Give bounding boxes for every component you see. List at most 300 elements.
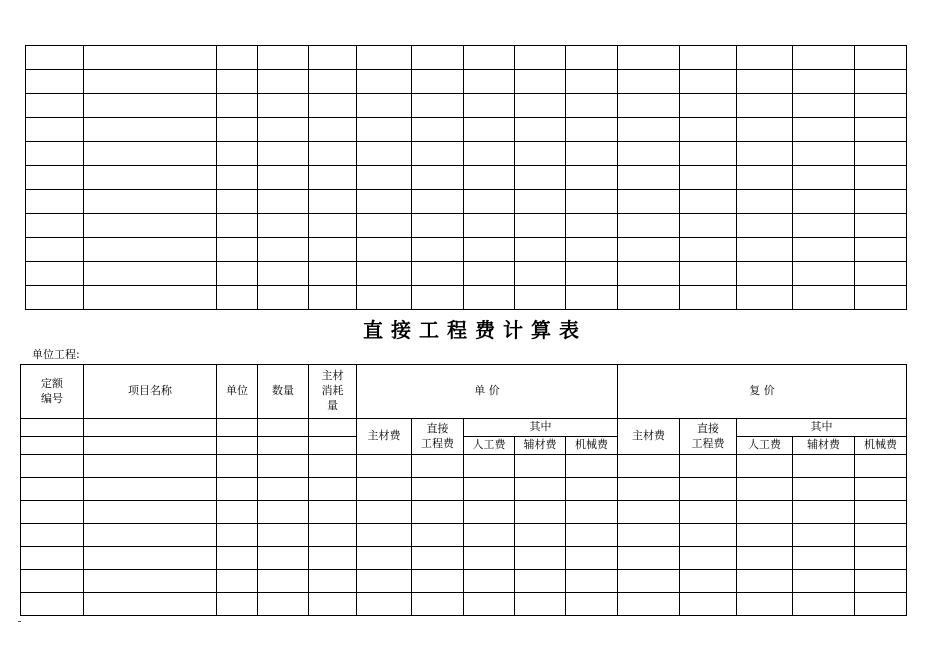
blank-cell xyxy=(515,593,566,616)
blank-cell xyxy=(26,118,84,142)
blank-cell xyxy=(618,166,680,190)
blank-cell xyxy=(515,46,566,70)
blank-cell xyxy=(26,286,84,310)
direct-cost-table xyxy=(20,364,907,616)
blank-cell xyxy=(618,142,680,166)
total-auxiliary-material-fee: 辅材费 xyxy=(793,437,855,455)
table-row xyxy=(26,118,907,142)
blank-cell xyxy=(84,238,217,262)
total-main-material-fee: 主材费 xyxy=(618,419,680,455)
table-row xyxy=(26,190,907,214)
blank-cell xyxy=(412,46,464,70)
blank-cell xyxy=(258,94,309,118)
blank-cell xyxy=(309,286,357,310)
blank-cell xyxy=(412,70,464,94)
blank-cell xyxy=(412,214,464,238)
unit-main-material-fee: 主材费 xyxy=(357,419,412,455)
blank-cell xyxy=(258,166,309,190)
blank-cell xyxy=(309,238,357,262)
blank-cell xyxy=(618,478,680,501)
blank-cell xyxy=(84,478,217,501)
blank-cell xyxy=(680,478,737,501)
blank-cell xyxy=(464,214,515,238)
blank-cell xyxy=(258,593,309,616)
blank-cell xyxy=(21,570,84,593)
blank-cell xyxy=(680,166,737,190)
blank-cell xyxy=(464,94,515,118)
blank-cell xyxy=(26,238,84,262)
blank-cell xyxy=(737,286,793,310)
blank-cell xyxy=(618,262,680,286)
header-unit-price: 单 价 xyxy=(357,365,618,419)
blank-cell xyxy=(258,262,309,286)
blank-cell xyxy=(566,46,618,70)
blank-cell xyxy=(793,262,855,286)
blank-cell xyxy=(84,262,217,286)
blank-cell xyxy=(309,214,357,238)
page-edge-mark xyxy=(18,621,21,622)
blank-cell xyxy=(515,547,566,570)
blank-cell xyxy=(855,190,907,214)
blank-cell xyxy=(217,455,258,478)
blank-cell xyxy=(26,262,84,286)
blank-cell xyxy=(793,455,855,478)
blank-cell xyxy=(464,547,515,570)
blank-cell xyxy=(566,501,618,524)
table-row xyxy=(26,46,907,70)
blank-cell xyxy=(566,70,618,94)
blank-cell xyxy=(793,46,855,70)
blank-cell xyxy=(855,166,907,190)
blank-cell xyxy=(464,190,515,214)
blank-cell xyxy=(309,547,357,570)
blank-cell xyxy=(21,593,84,616)
blank-cell xyxy=(84,593,217,616)
table-row xyxy=(26,238,907,262)
blank-cell xyxy=(793,190,855,214)
blank-cell xyxy=(217,593,258,616)
blank-cell xyxy=(566,524,618,547)
blank-cell xyxy=(793,94,855,118)
blank-cell xyxy=(680,238,737,262)
blank-cell xyxy=(566,214,618,238)
blank-cell xyxy=(84,94,217,118)
blank-cell xyxy=(217,142,258,166)
blank-cell xyxy=(217,262,258,286)
blank-cell xyxy=(855,94,907,118)
blank-cell xyxy=(84,166,217,190)
blank-cell xyxy=(464,478,515,501)
blank-cell xyxy=(618,455,680,478)
blank-cell xyxy=(618,118,680,142)
blank-cell xyxy=(855,214,907,238)
blank-cell xyxy=(84,437,217,455)
blank-cell xyxy=(84,142,217,166)
blank-cell xyxy=(21,501,84,524)
blank-cell xyxy=(412,478,464,501)
blank-cell xyxy=(258,478,309,501)
blank-cell xyxy=(217,118,258,142)
page-title: 直接工程费计算表 xyxy=(363,318,587,342)
blank-cell xyxy=(737,118,793,142)
blank-cell xyxy=(793,570,855,593)
blank-cell xyxy=(855,547,907,570)
blank-cell xyxy=(357,524,412,547)
blank-cell xyxy=(357,166,412,190)
blank-cell xyxy=(618,214,680,238)
blank-cell xyxy=(309,570,357,593)
blank-cell xyxy=(258,524,309,547)
blank-cell xyxy=(258,214,309,238)
blank-cell xyxy=(217,437,258,455)
blank-cell xyxy=(566,547,618,570)
blank-cell xyxy=(309,419,357,437)
blank-cell xyxy=(680,70,737,94)
blank-cell xyxy=(793,286,855,310)
blank-cell xyxy=(309,455,357,478)
blank-cell xyxy=(793,70,855,94)
blank-cell xyxy=(737,455,793,478)
header-row-2 xyxy=(21,419,907,437)
unit-of-which: 其中 xyxy=(464,419,618,437)
table-row xyxy=(21,547,907,570)
blank-cell xyxy=(464,142,515,166)
blank-cell xyxy=(309,166,357,190)
blank-cell xyxy=(855,478,907,501)
blank-cell xyxy=(566,478,618,501)
blank-cell xyxy=(566,570,618,593)
blank-cell xyxy=(515,524,566,547)
blank-cell xyxy=(737,166,793,190)
blank-cell xyxy=(26,190,84,214)
blank-cell xyxy=(412,142,464,166)
blank-cell xyxy=(26,142,84,166)
blank-cell xyxy=(618,286,680,310)
blank-cell xyxy=(309,142,357,166)
blank-cell xyxy=(855,570,907,593)
blank-cell xyxy=(21,524,84,547)
blank-cell xyxy=(412,524,464,547)
blank-cell xyxy=(566,286,618,310)
blank-cell xyxy=(464,46,515,70)
blank-cell xyxy=(515,70,566,94)
blank-cell xyxy=(793,238,855,262)
blank-cell xyxy=(464,455,515,478)
blank-cell xyxy=(84,570,217,593)
blank-cell xyxy=(464,286,515,310)
blank-cell xyxy=(855,262,907,286)
blank-cell xyxy=(737,190,793,214)
blank-cell xyxy=(737,547,793,570)
blank-cell xyxy=(412,190,464,214)
blank-cell xyxy=(618,547,680,570)
blank-cell xyxy=(258,142,309,166)
blank-cell xyxy=(855,238,907,262)
blank-cell xyxy=(515,262,566,286)
blank-cell xyxy=(357,286,412,310)
blank-cell xyxy=(618,46,680,70)
blank-cell xyxy=(26,94,84,118)
table-row xyxy=(21,455,907,478)
blank-cell xyxy=(515,190,566,214)
blank-cell xyxy=(258,570,309,593)
table-row xyxy=(26,262,907,286)
blank-cell xyxy=(793,142,855,166)
blank-cell xyxy=(217,94,258,118)
table-row xyxy=(21,478,907,501)
blank-cell xyxy=(357,214,412,238)
blank-cell xyxy=(217,238,258,262)
blank-cell xyxy=(357,455,412,478)
blank-cell xyxy=(258,238,309,262)
blank-cell xyxy=(357,238,412,262)
total-labor-fee: 人工费 xyxy=(737,437,793,455)
header-row-3 xyxy=(21,437,907,455)
blank-cell xyxy=(258,455,309,478)
blank-cell xyxy=(357,118,412,142)
blank-cell xyxy=(855,142,907,166)
blank-cell xyxy=(357,593,412,616)
blank-cell xyxy=(412,118,464,142)
blank-cell xyxy=(515,166,566,190)
blank-cell xyxy=(217,70,258,94)
header-quota-no: 定额 编号 xyxy=(21,365,84,419)
blank-cell xyxy=(793,166,855,190)
blank-cell xyxy=(737,70,793,94)
blank-cell xyxy=(217,286,258,310)
blank-cell xyxy=(464,166,515,190)
blank-cell xyxy=(357,142,412,166)
blank-cell xyxy=(515,142,566,166)
blank-cell xyxy=(737,46,793,70)
blank-cell xyxy=(618,570,680,593)
blank-cell xyxy=(258,437,309,455)
blank-cell xyxy=(84,46,217,70)
unit-direct-engineering-fee: 直接 工程费 xyxy=(412,419,464,455)
blank-cell xyxy=(258,70,309,94)
blank-cell xyxy=(737,142,793,166)
blank-cell xyxy=(515,118,566,142)
blank-cell xyxy=(737,262,793,286)
blank-cell xyxy=(680,118,737,142)
table-row xyxy=(26,70,907,94)
blank-cell xyxy=(309,262,357,286)
blank-cell xyxy=(515,238,566,262)
total-of-which: 其中 xyxy=(737,419,907,437)
table-row xyxy=(26,166,907,190)
table-row xyxy=(21,593,907,616)
blank-cell xyxy=(309,190,357,214)
blank-cell xyxy=(357,478,412,501)
blank-cell xyxy=(217,501,258,524)
blank-cell xyxy=(680,524,737,547)
blank-cell xyxy=(464,524,515,547)
blank-cell xyxy=(21,547,84,570)
table-row xyxy=(21,570,907,593)
blank-cell xyxy=(680,94,737,118)
blank-cell xyxy=(618,70,680,94)
blank-cell xyxy=(566,238,618,262)
blank-cell xyxy=(217,419,258,437)
blank-cell xyxy=(357,46,412,70)
header-row-1 xyxy=(21,365,907,419)
blank-cell xyxy=(515,478,566,501)
blank-cell xyxy=(26,166,84,190)
blank-cell xyxy=(412,94,464,118)
blank-cell xyxy=(618,238,680,262)
blank-cell xyxy=(737,214,793,238)
blank-cell xyxy=(217,570,258,593)
blank-cell xyxy=(566,94,618,118)
total-machinery-fee: 机械费 xyxy=(855,437,907,455)
blank-cell xyxy=(737,478,793,501)
blank-cell xyxy=(680,190,737,214)
blank-cell xyxy=(309,46,357,70)
blank-cell xyxy=(412,455,464,478)
blank-cell xyxy=(84,118,217,142)
blank-cell xyxy=(84,524,217,547)
header-unit: 单位 xyxy=(217,365,258,419)
blank-cell xyxy=(357,190,412,214)
blank-cell xyxy=(309,70,357,94)
header-quantity: 数量 xyxy=(258,365,309,419)
blank-cell xyxy=(793,547,855,570)
blank-cell xyxy=(855,501,907,524)
blank-cell xyxy=(618,501,680,524)
blank-cell xyxy=(464,593,515,616)
blank-cell xyxy=(258,190,309,214)
blank-cell xyxy=(217,214,258,238)
blank-cell xyxy=(793,524,855,547)
blank-cell xyxy=(464,262,515,286)
blank-cell xyxy=(84,547,217,570)
blank-cell xyxy=(855,46,907,70)
blank-cell xyxy=(21,478,84,501)
blank-cell xyxy=(412,286,464,310)
blank-cell xyxy=(309,478,357,501)
blank-cell xyxy=(680,214,737,238)
blank-cell xyxy=(412,547,464,570)
unit-auxiliary-material-fee: 辅材费 xyxy=(515,437,566,455)
blank-cell xyxy=(357,570,412,593)
table-row xyxy=(26,94,907,118)
blank-cell xyxy=(680,455,737,478)
table-row xyxy=(26,214,907,238)
blank-cell xyxy=(21,455,84,478)
blank-cell xyxy=(515,501,566,524)
upper-blank-grid xyxy=(25,45,907,310)
blank-cell xyxy=(464,570,515,593)
blank-cell xyxy=(793,593,855,616)
blank-cell xyxy=(258,501,309,524)
unit-project-label: 单位工程: xyxy=(32,348,80,361)
blank-cell xyxy=(26,214,84,238)
blank-cell xyxy=(680,46,737,70)
blank-cell xyxy=(515,570,566,593)
blank-cell xyxy=(84,214,217,238)
blank-cell xyxy=(84,190,217,214)
blank-cell xyxy=(737,524,793,547)
blank-cell xyxy=(464,118,515,142)
blank-cell xyxy=(412,262,464,286)
blank-cell xyxy=(680,142,737,166)
blank-cell xyxy=(21,437,84,455)
blank-cell xyxy=(309,524,357,547)
blank-cell xyxy=(258,118,309,142)
blank-cell xyxy=(412,238,464,262)
blank-cell xyxy=(258,547,309,570)
blank-cell xyxy=(84,286,217,310)
blank-cell xyxy=(26,46,84,70)
blank-cell xyxy=(21,419,84,437)
blank-cell xyxy=(309,94,357,118)
blank-cell xyxy=(737,94,793,118)
blank-cell xyxy=(680,593,737,616)
header-main-material-consumption: 主材 消耗 量 xyxy=(309,365,357,419)
blank-cell xyxy=(515,455,566,478)
blank-cell xyxy=(566,118,618,142)
blank-cell xyxy=(515,286,566,310)
blank-cell xyxy=(566,166,618,190)
table-row xyxy=(21,524,907,547)
total-direct-engineering-fee: 直接 工程费 xyxy=(680,419,737,455)
blank-cell xyxy=(412,570,464,593)
blank-cell xyxy=(357,94,412,118)
blank-cell xyxy=(566,262,618,286)
blank-cell xyxy=(217,46,258,70)
blank-cell xyxy=(357,501,412,524)
blank-cell xyxy=(793,478,855,501)
blank-cell xyxy=(357,262,412,286)
blank-cell xyxy=(309,501,357,524)
blank-cell xyxy=(680,547,737,570)
blank-cell xyxy=(217,190,258,214)
blank-cell xyxy=(258,286,309,310)
blank-cell xyxy=(84,70,217,94)
blank-cell xyxy=(680,262,737,286)
blank-cell xyxy=(258,46,309,70)
blank-cell xyxy=(464,70,515,94)
blank-cell xyxy=(680,286,737,310)
blank-cell xyxy=(618,190,680,214)
blank-cell xyxy=(855,455,907,478)
blank-cell xyxy=(309,118,357,142)
table-row xyxy=(26,142,907,166)
blank-cell xyxy=(855,286,907,310)
blank-cell xyxy=(84,455,217,478)
blank-cell xyxy=(737,501,793,524)
blank-cell xyxy=(737,238,793,262)
blank-cell xyxy=(855,524,907,547)
blank-cell xyxy=(217,166,258,190)
blank-cell xyxy=(618,524,680,547)
blank-cell xyxy=(566,190,618,214)
blank-cell xyxy=(618,593,680,616)
blank-cell xyxy=(793,501,855,524)
blank-cell xyxy=(855,118,907,142)
blank-cell xyxy=(357,547,412,570)
blank-cell xyxy=(217,547,258,570)
blank-cell xyxy=(793,214,855,238)
blank-cell xyxy=(412,166,464,190)
blank-cell xyxy=(515,214,566,238)
blank-cell xyxy=(309,593,357,616)
blank-cell xyxy=(855,593,907,616)
blank-cell xyxy=(26,70,84,94)
blank-cell xyxy=(412,501,464,524)
blank-cell xyxy=(84,501,217,524)
blank-cell xyxy=(84,419,217,437)
